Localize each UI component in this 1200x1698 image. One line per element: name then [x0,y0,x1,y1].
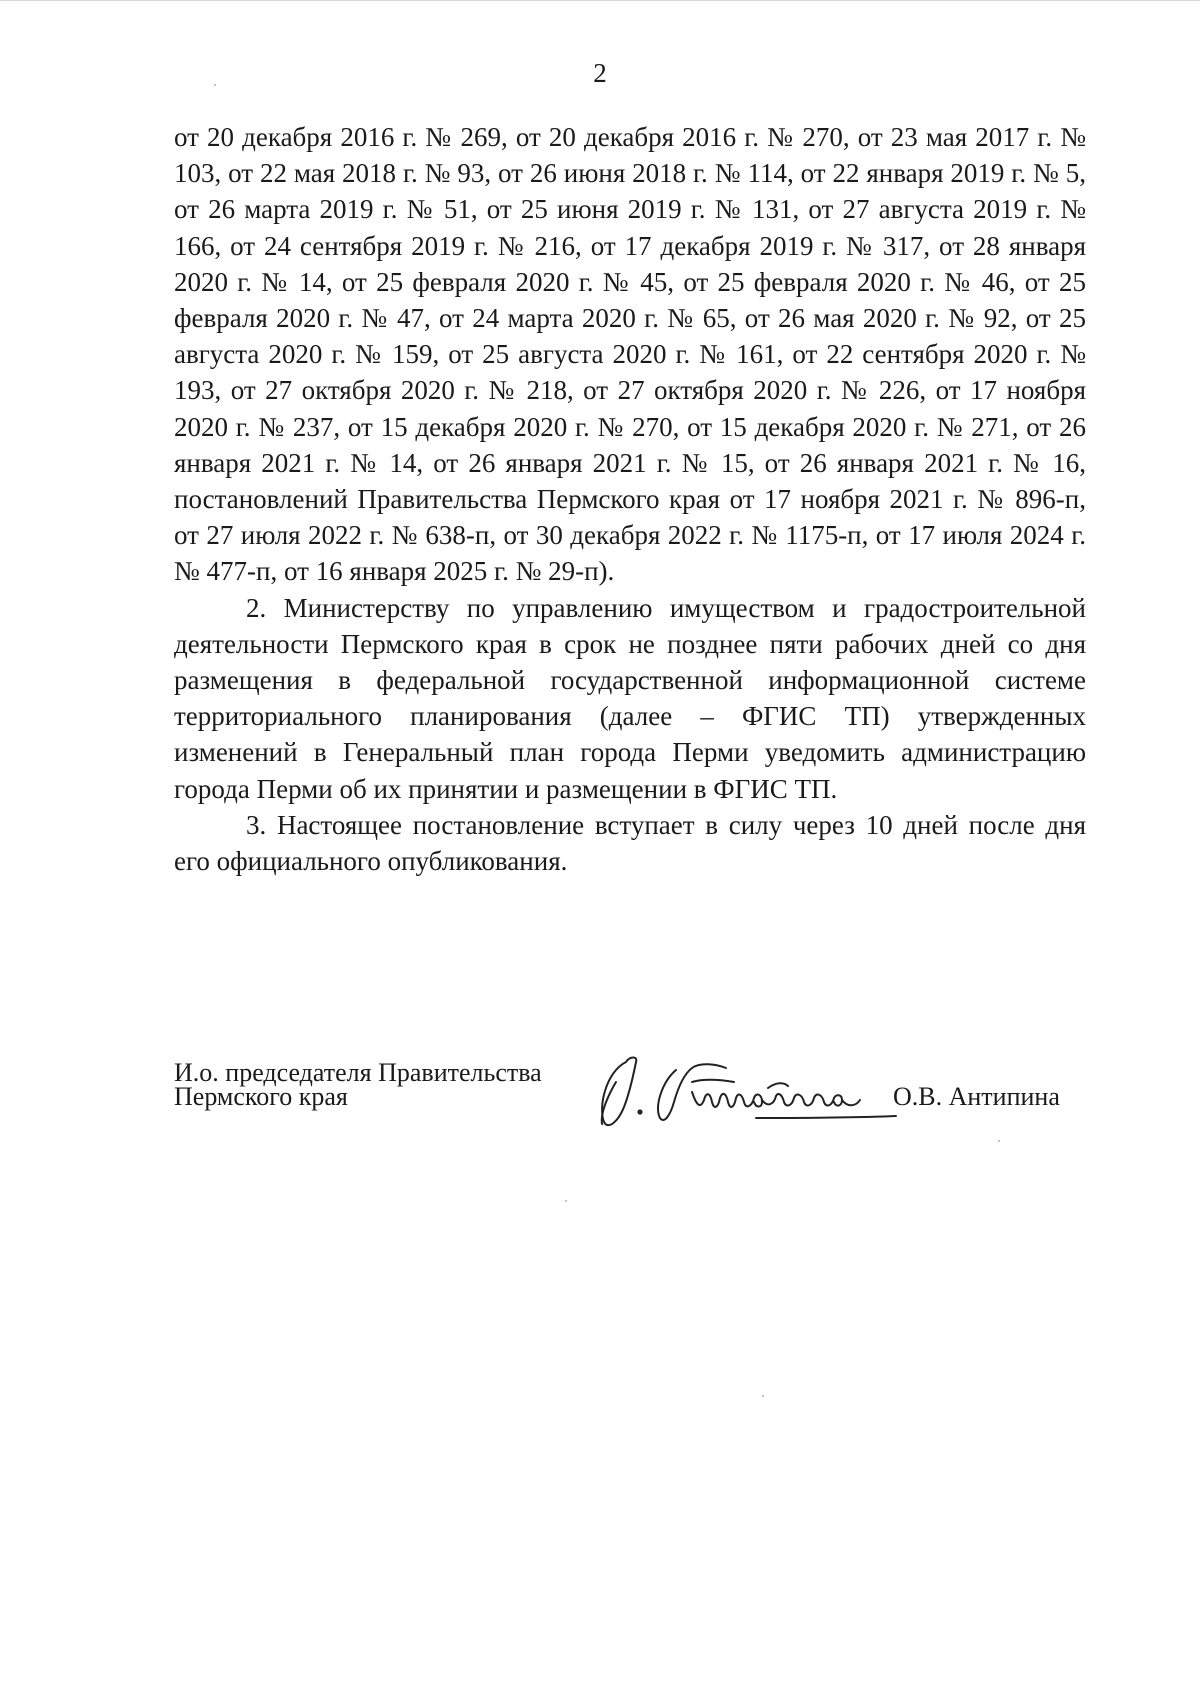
scan-edge [0,0,1200,1]
page-number: 2 [593,58,607,88]
document-body [174,119,1086,879]
paragraph-item-2: 2. Министерству по управлению имуществом и градостроительной деятельности Пермского края в срок не позднее пяти рабочих дней со дня размещения в федеральной государственной информационной системе территориального планирования (далее – ФГИС ТП) утвержденных изменений в Генеральный план города Перми уведомить администрацию города Перми об их принятии и размещении в ФГИС ТП. [174,592,1086,804]
paragraph-amendments-list: от 20 декабря 2016 г. № 269, от 20 декабря 2016 г. № 270, от 23 мая 2017 г. № 103, от 22 мая 2018 г. № 93, от 26 июня 2018 г. № 114, от 22 января 2019 г. № 5, от 26 марта 2019 г. № 51, от 25 июня 2019 г. № 131, от 27 августа 2019 г. № 166, от 24 сентября 2019 г. № 216, от 17 декабря 2019 г. № 317, от 28 января 2020 г. № 14, от 25 февраля 2020 г. № 45, от 25 февраля 2020 г. № 46, от 25 февраля 2020 г. № 47, от 24 марта 2020 г. № 65, от 26 мая 2020 г. № 92, от 25 августа 2020 г. № 159, от 25 августа 2020 г. № 161, от 22 сентября 2020 г. № 193, от 27 октября 2020 г. № 218, от 27 октября 2020 г. № 226, от 17 ноября 2020 г. № 237, от 15 декабря 2020 г. № 270, от 15 декабря 2020 г. № 271, от 26 января 2021 г. № 14, от 26 января 2021 г. № 15, от 26 января 2021 г. № 16, постановлений Правительства Пермского края от 17 ноября 2021 г. № 896-п, от 27 июля 2022 г. № 638-п, от 30 декабря 2022 г. № 1175-п, от 17 июля 2024 г. № 477-п, от 16 января 2025 г. № 29-п). [174,122,1086,587]
scan-speck [762,1395,764,1397]
scan-speck [998,1140,1000,1142]
scan-speck [565,1200,567,1202]
scan-speck [214,84,216,86]
signatory-title: И.о. председателя Правительства Пермского края [174,1058,542,1111]
handwritten-signature [596,1052,906,1132]
signatory-name: О.В. Антипина [893,1082,1060,1111]
paragraph-item-3: 3. Настоящее постановление вступает в силу через 10 дней после дня его официального опубликования. [174,809,1086,877]
